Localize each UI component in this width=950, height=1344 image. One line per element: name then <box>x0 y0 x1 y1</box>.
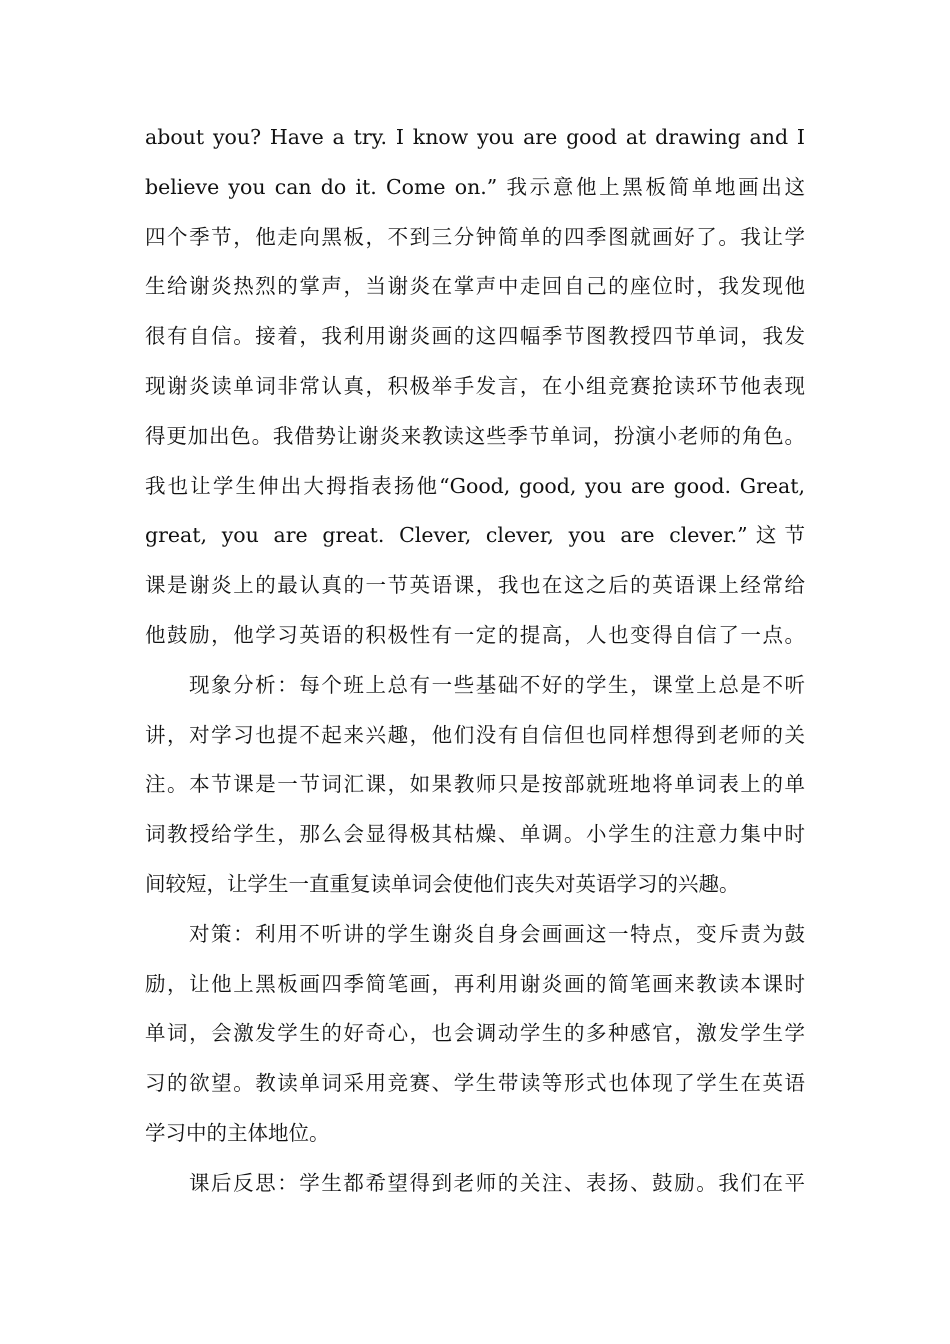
text-line: 得更加出色。我借势让谢炎来教读这些季节单词，扮演小老师的角色。 <box>145 423 805 448</box>
text-line: 学习中的主体地位。 <box>145 1121 330 1145</box>
text-line: believe you can do it. Come on.” 我示意他上黑板简单地画出这 <box>145 174 805 199</box>
text-line: 现谢炎读单词非常认真，积极举手发言，在小组竞赛抢读环节他表现 <box>145 374 805 398</box>
text-line: 课后反思：学生都希望得到老师的关注、表扬、鼓励。我们在平 <box>189 1170 805 1195</box>
text-line: 对策：利用不听讲的学生谢炎自身会画画这一特点，变斥责为鼓 <box>189 921 805 946</box>
text-line: 我也让学生伸出大拇指表扬他“Good, good, you are good. Great, <box>145 473 805 498</box>
text-line: 他鼓励，他学习英语的积极性有一定的提高，人也变得自信了一点。 <box>145 623 805 647</box>
text-line: 四个季节，他走向黑板，不到三分钟简单的四季图就画好了。我让学 <box>145 224 805 249</box>
text-line: 间较短，让学生一直重复读单词会使他们丧失对英语学习的兴趣。 <box>145 872 740 896</box>
text-line: 生给谢炎热烈的掌声，当谢炎在掌声中走回自己的座位时，我发现他 <box>145 274 805 299</box>
text-line: 现象分析：每个班上总有一些基础不好的学生，课堂上总是不听 <box>189 672 805 697</box>
text-line: 励，让他上黑板画四季简笔画，再利用谢炎画的简笔画来教读本课时 <box>145 971 805 996</box>
text-line: great, you are great. Clever, clever, you are clever.”这节 <box>145 523 805 548</box>
text-line: 单词，会激发学生的好奇心，也会调动学生的多种感官，激发学生学 <box>145 1021 805 1046</box>
text-line: 习的欲望。教读单词采用竞赛、学生带读等形式也体现了学生在英语 <box>145 1071 805 1096</box>
text-line: 讲，对学习也提不起来兴趣，他们没有自信但也同样想得到老师的关 <box>145 722 805 747</box>
text-line: about you? Have a try. I know you are good at drawing and I <box>145 125 805 149</box>
text-line: 很有自信。接着，我利用谢炎画的这四幅季节图教授四节单词，我发 <box>145 324 805 349</box>
text-line: 课是谢炎上的最认真的一节英语课，我也在这之后的英语课上经常给 <box>145 573 805 598</box>
text-line: 注。本节课是一节词汇课，如果教师只是按部就班地将单词表上的单 <box>145 772 805 797</box>
text-line: 词教授给学生，那么会显得极其枯燥、单调。小学生的注意力集中时 <box>145 822 805 847</box>
